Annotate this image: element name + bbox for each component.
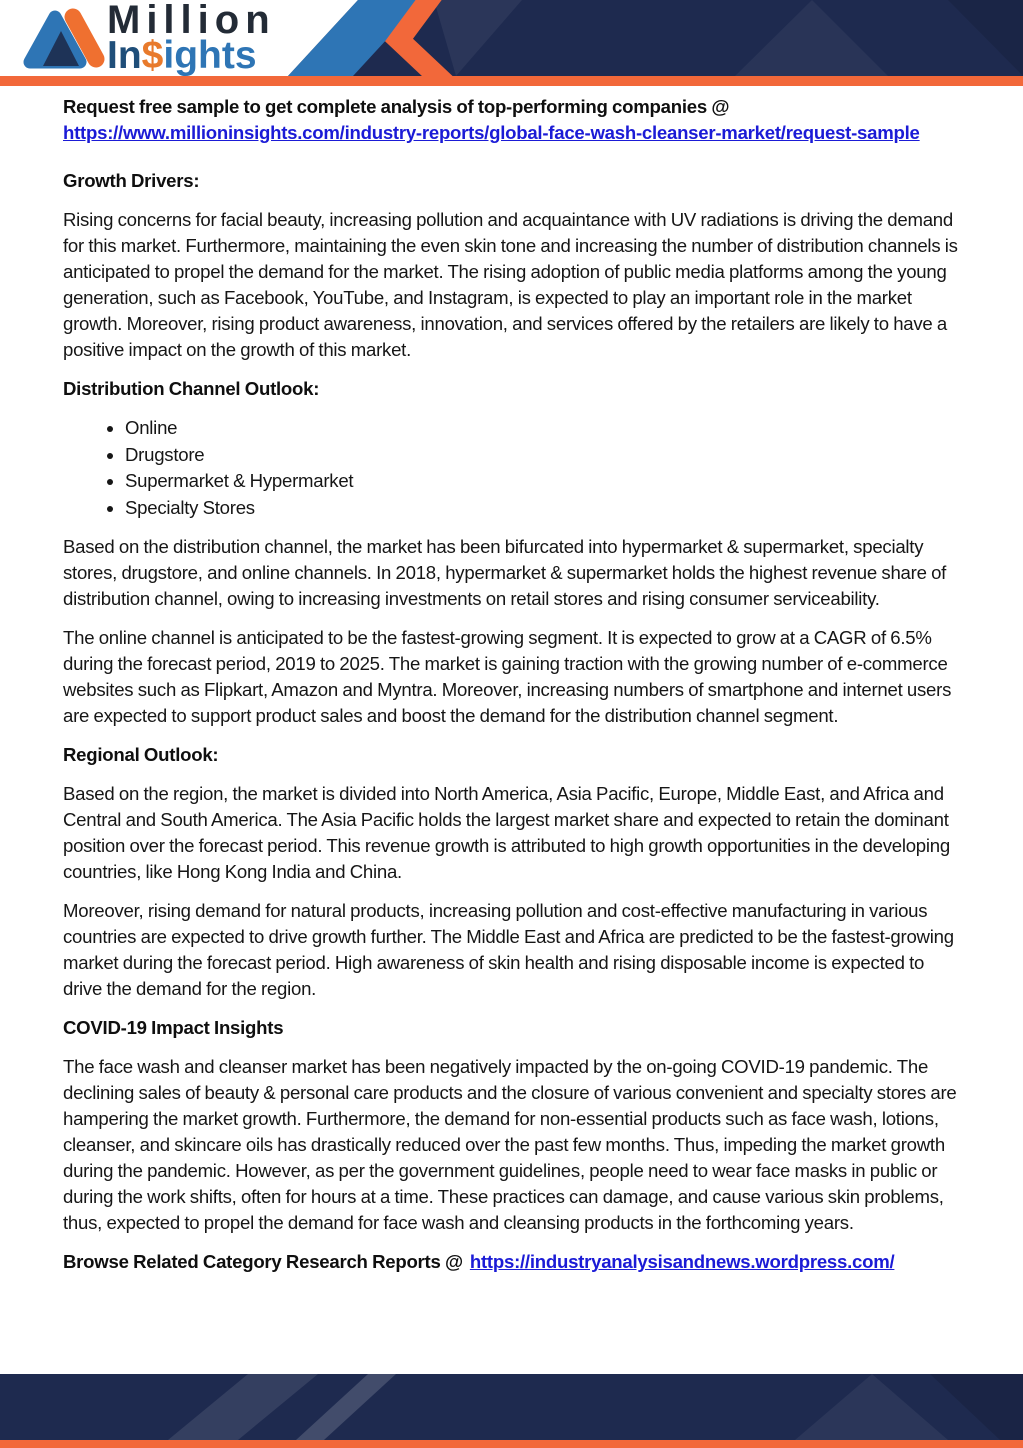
browse-reports-text: Browse Related Category Research Reports @ bbox=[63, 1251, 463, 1273]
header-banner bbox=[0, 0, 1023, 86]
growth-drivers-heading: Growth Drivers: bbox=[63, 170, 200, 191]
brand-name-bottom bbox=[107, 34, 276, 77]
list-item-supermarket-hypermarket: • Supermarket & Hypermarket bbox=[125, 468, 965, 495]
brand-rest: ights bbox=[163, 34, 257, 77]
request-sample-link[interactable]: https://www.millioninsights.com/industry-reports/global-face-wash-cleanser-market/request-sample bbox=[63, 122, 920, 143]
list-item-specialty-stores: • Specialty Stores bbox=[125, 495, 965, 522]
regional-paragraph-2: Moreover, rising demand for natural products, increasing pollution and cost-effective manufacturing in various countries are expected to drive growth further. The Middle East and Africa are predicted to be the fastest-growing market during the forecast period. High awareness of skin health and rising disposable income is expected to drive the demand for the region. bbox=[63, 900, 954, 1000]
covid-impact-heading: COVID-19 Impact Insights bbox=[63, 1017, 284, 1039]
brand-dollar-glyph: $ bbox=[141, 34, 164, 77]
brand-name-top: Million bbox=[107, 0, 276, 42]
distribution-channel-heading: Distribution Channel Outlook: bbox=[63, 378, 320, 399]
covid-impact-paragraph: The face wash and cleanser market has been negatively impacted by the on-going COVID-19 pandemic. The declining sales of beauty & personal care products and the closure of various convenient and specialty stores are hampering the market growth. Furthermore, the demand for non-essential products such as face wash, lotions, cleanser, and skincare oils has drastically reduced over the past few months. Thus, impeding the market growth during the pandemic. However, as per the government guidelines, people need to wear face masks in public or during the work shifts, often for hours at a time. These practices can damage, and cause various skin problems, thus, expected to propel the demand for face wash and cleansing products in the forthcoming years. bbox=[63, 1056, 957, 1234]
request-sample-text: Request free sample to get complete analysis of top-performing companies @ bbox=[63, 96, 730, 117]
distribution-paragraph-1: Based on the distribution channel, the market has been bifurcated into hypermarket & supermarket, specialty stores, drugstore, and online channels. In 2018, hypermarket & supermarket holds the highest revenue share of distribution channel, owing to increasing investments on retail stores and rising consumer serviceability. bbox=[63, 536, 947, 610]
growth-drivers-paragraph: Rising concerns for facial beauty, increasing pollution and acquaintance with UV radiations is driving the demand for this market. Furthermore, maintaining the even skin tone and increasing the number of distribution channels is anticipated to propel the demand for the market. The rising adoption of public media platforms among the young generation, such as Facebook, YouTube, and Instagram, is expected to play an important role in the market growth. Moreover, rising product awareness, innovation, and services offered by the retailers are likely to have a positive impact on the growth of this market. bbox=[63, 209, 958, 360]
brand-in: In bbox=[107, 34, 142, 77]
logo-mark-icon bbox=[14, 4, 112, 76]
report-body bbox=[0, 86, 1023, 1275]
footer-banner-graphic bbox=[0, 1374, 1023, 1448]
list-item-drugstore: • Drugstore bbox=[125, 442, 965, 469]
distribution-paragraph-2: The online channel is anticipated to be the fastest-growing segment. It is expected to grow at a CAGR of 6.5% during the forecast period, 2019 to 2025. The market is gaining traction with the growing number of e-commerce websites such as Flipkart, Amazon and Myntra. Moreover, increasing numbers of smartphone and internet users are expected to support product sales and boost the demand for the distribution channel segment. bbox=[63, 627, 952, 727]
footer-banner bbox=[0, 1374, 1023, 1448]
browse-reports-link[interactable]: https://industryanalysisandnews.wordpress.com/ bbox=[469, 1251, 895, 1273]
request-sample-block bbox=[63, 94, 965, 146]
distribution-channel-list bbox=[63, 415, 965, 521]
list-item-online: • Online bbox=[125, 415, 965, 442]
regional-paragraph-1: Based on the region, the market is divided into North America, Asia Pacific, Europe, Middle East, and Africa and Central and South America. The Asia Pacific holds the largest market share and expected to retain the dominant position over the forecast period. This revenue growth is attributed to high growth opportunities in the developing countries, like Hong Kong India and China. bbox=[63, 783, 950, 883]
browse-reports-block bbox=[63, 1249, 965, 1275]
regional-outlook-heading: Regional Outlook: bbox=[63, 744, 219, 766]
logo bbox=[107, 0, 276, 77]
